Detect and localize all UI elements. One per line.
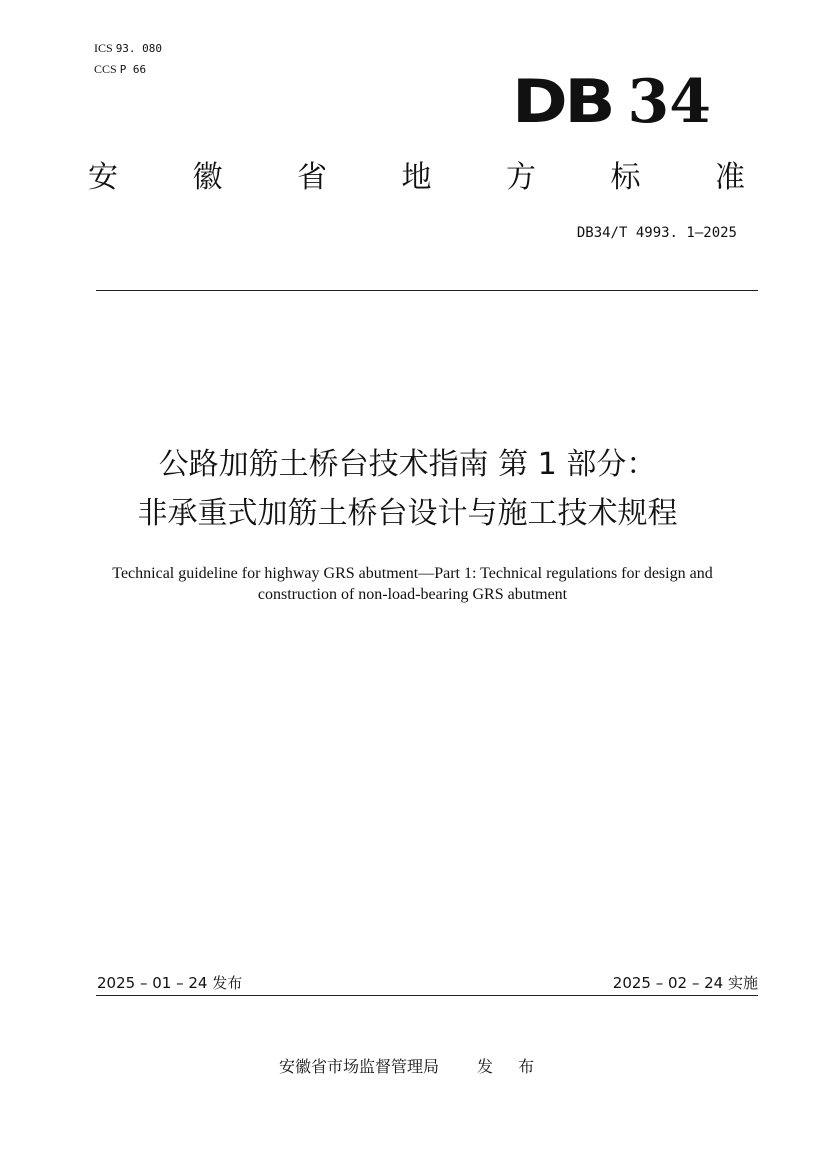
publish-date: 2025 – 01 – 24 发布	[97, 974, 243, 992]
title-english: Technical guideline for highway GRS abutment—Part 1: Technical regulations for design and construction of non-load-bearing GRS abutment	[112, 565, 713, 603]
ccs-label: CCS	[94, 62, 117, 76]
standard-type-char: 标	[610, 160, 641, 195]
standard-type-heading	[88, 158, 745, 198]
standard-type-char: 准	[715, 160, 745, 195]
issuing-authority	[279, 1054, 544, 1077]
bottom-divider	[96, 995, 758, 996]
title-chinese-line-1: 公路加筋土桥台技术指南 第 1 部分：	[158, 447, 657, 482]
ccs-line	[94, 59, 162, 80]
standard-type-char: 省	[297, 160, 327, 195]
title-chinese-line-2: 非承重式加筋土桥台设计与施工技术规程	[137, 496, 678, 531]
implement-date: 2025 – 02 – 24 实施	[612, 974, 758, 992]
logo-letters: DB	[512, 67, 613, 137]
standard-type-char: 徽	[192, 160, 223, 195]
standard-type-char: 地	[401, 160, 432, 195]
issuer-name: 安徽省市场监督管理局	[279, 1057, 440, 1076]
logo-number: 34	[627, 67, 712, 137]
ics-code: 93. 080	[115, 42, 163, 55]
issuer-action: 发 布	[477, 1057, 545, 1076]
standard-type-char: 安	[88, 160, 118, 195]
standard-number: DB34/T 4993. 1—2025	[576, 225, 737, 241]
ics-line	[94, 38, 162, 59]
top-divider	[96, 290, 758, 291]
classification-codes	[94, 38, 162, 80]
ccs-code: P 66	[119, 63, 147, 76]
db34-logo	[512, 67, 712, 137]
ics-label: ICS	[94, 41, 113, 55]
standard-type-char: 方	[506, 160, 536, 195]
